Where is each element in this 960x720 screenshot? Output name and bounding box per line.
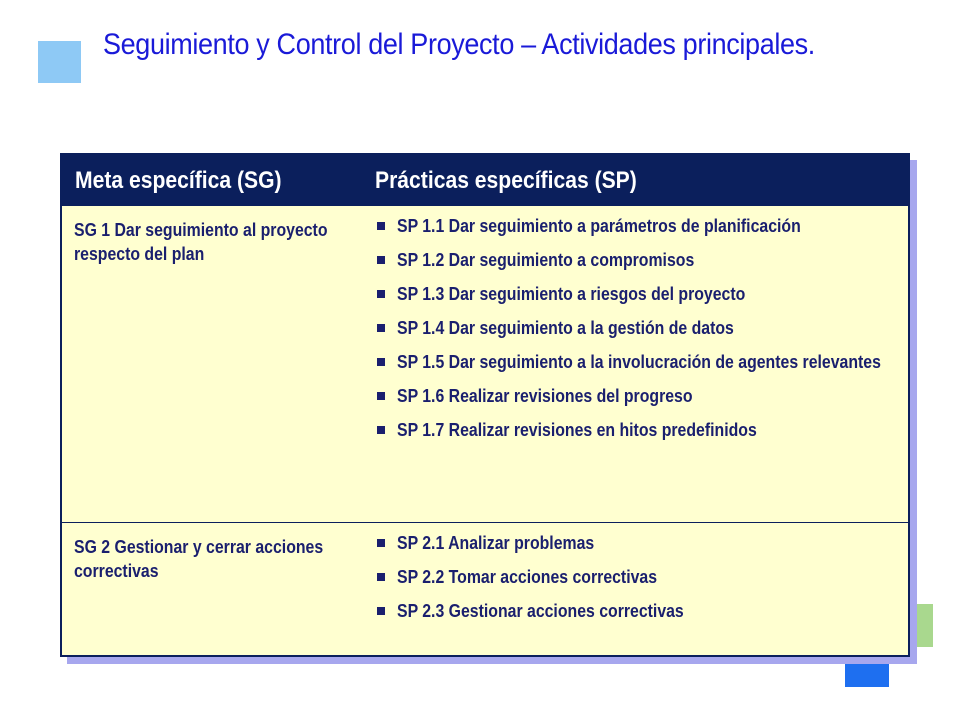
specific-goal: SG 1 Dar seguimiento al proyecto respecto del plan (74, 220, 328, 264)
square-bullet-icon (377, 607, 385, 615)
practice-text: SP 1.4 Dar seguimiento a la gestión de datos (397, 318, 734, 338)
square-bullet-icon (377, 539, 385, 547)
table-row (62, 523, 908, 654)
practice-item (375, 419, 960, 442)
square-bullet-icon (377, 426, 385, 434)
practice-list (375, 215, 960, 453)
table-row (62, 206, 908, 523)
practice-item (375, 215, 960, 238)
square-bullet-icon (377, 358, 385, 366)
practice-item (375, 317, 960, 340)
practice-text: SP 2.1 Analizar problemas (397, 533, 595, 553)
practice-text: SP 1.3 Dar seguimiento a riesgos del proyecto (397, 284, 746, 304)
practice-item (375, 351, 960, 374)
header-goal: Meta específica (SG) (75, 167, 282, 194)
decorative-square-top-left (38, 41, 81, 83)
practice-text: SP 1.6 Realizar revisiones del progreso (397, 386, 693, 406)
slide-title: Seguimiento y Control del Proyecto – Actividades principales. (103, 28, 815, 61)
square-bullet-icon (377, 573, 385, 581)
goals-practices-table (60, 153, 910, 657)
practice-item (375, 600, 960, 623)
practice-text: SP 1.1 Dar seguimiento a parámetros de planificación (397, 216, 801, 236)
square-bullet-icon (377, 324, 385, 332)
table-header (62, 155, 908, 206)
practice-text: SP 1.5 Dar seguimiento a la involucración de agentes relevantes (397, 352, 881, 372)
practice-item (375, 283, 960, 306)
square-bullet-icon (377, 256, 385, 264)
practice-list (375, 532, 960, 634)
practice-item (375, 566, 960, 589)
practice-item (375, 385, 960, 408)
practice-text: SP 2.2 Tomar acciones correctivas (397, 567, 658, 587)
square-bullet-icon (377, 222, 385, 230)
practice-text: SP 2.3 Gestionar acciones correctivas (397, 601, 684, 621)
practice-item (375, 532, 960, 555)
practice-text: SP 1.2 Dar seguimiento a compromisos (397, 250, 695, 270)
square-bullet-icon (377, 392, 385, 400)
practice-text: SP 1.7 Realizar revisiones en hitos predefinidos (397, 420, 757, 440)
header-practices: Prácticas específicas (SP) (375, 167, 637, 194)
specific-goal: SG 2 Gestionar y cerrar acciones correctivas (74, 537, 324, 581)
practice-item (375, 249, 960, 272)
square-bullet-icon (377, 290, 385, 298)
